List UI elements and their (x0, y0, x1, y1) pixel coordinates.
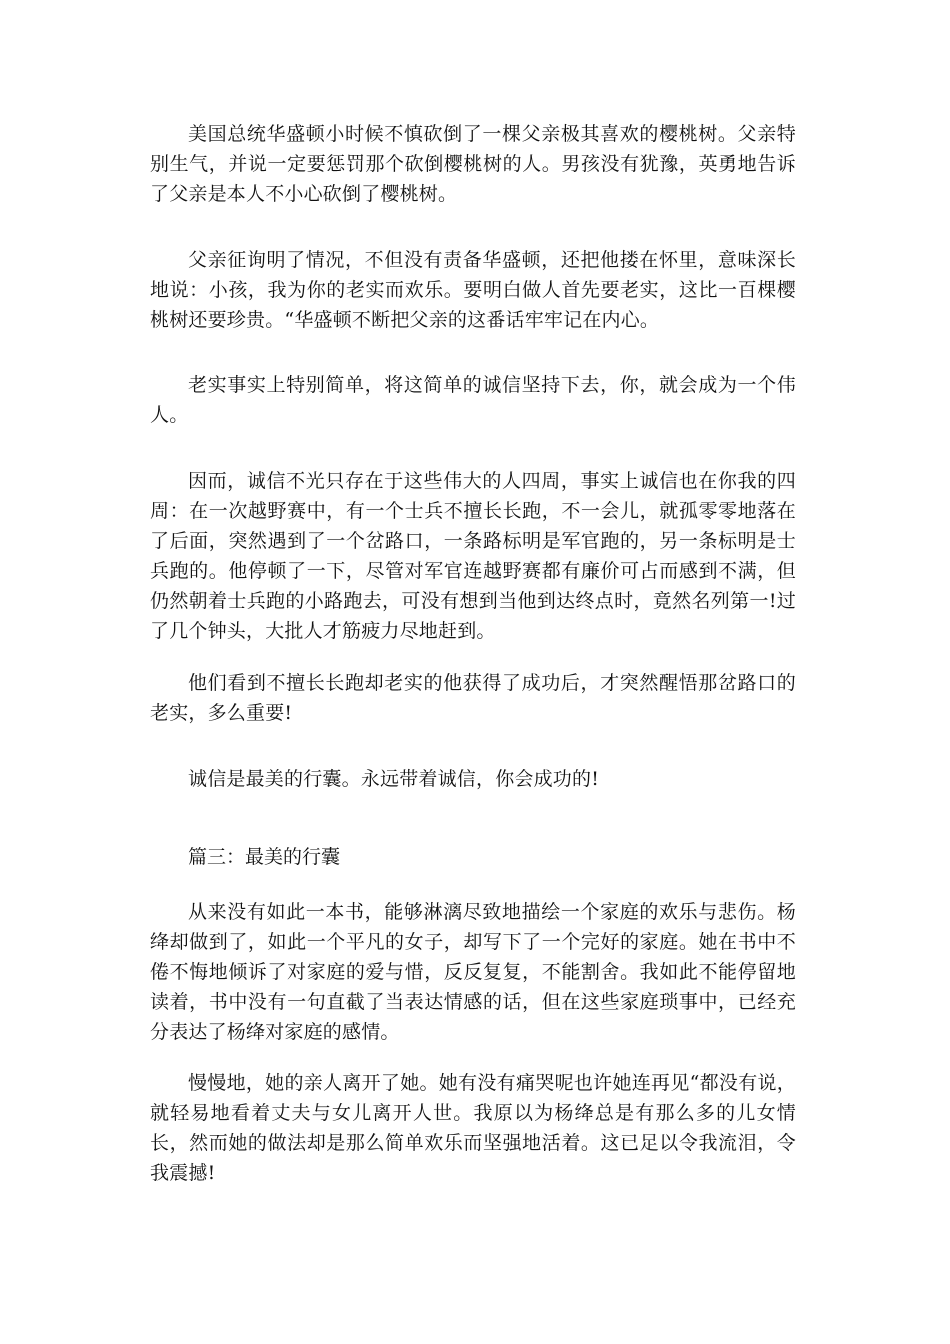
paragraph-honesty-simple: 老实事实上特别简单，将这简单的诚信坚持下去，你，就会成为一个伟人。 (150, 374, 796, 426)
paragraph-father-response: 父亲征询明了情况，不但没有责备华盛顿，还把他搂在怀里，意味深长地说：小孩，我为你的老实而欢乐。要明白做人首先要老实，这比一百棵樱桃树还要珍贵。“华盛顿不断把父亲的这番话牢牢记在内心。 (150, 249, 796, 331)
paragraph-cross-country-race: 因而，诚信不光只存在于这些伟大的人四周，事实上诚信也在你我的四周：在一次越野赛中，有一个士兵不擅长长跑，不一会儿，就孤零零地落在了后面，突然遇到了一个岔路口，一条路标明是军官跑的，另一条标明是士兵跑的。他停顿了一下，尽管对军官连越野赛都有廉价可占而感到不满，但仍然朝着士兵跑的小路跑去，可没有想到当他到达终点时，竟然名列第一!过了几个钟头，大批人才筋疲力尽地赶到。 (150, 470, 796, 642)
paragraph-realization: 他们看到不擅长长跑却老实的他获得了成功后，才突然醒悟那岔路口的老实，多么重要! (150, 672, 796, 724)
paragraph-yang-jiang-book: 从来没有如此一本书，能够淋漓尽致地描绘一个家庭的欢乐与悲伤。杨绛却做到了，如此一个平凡的女子，却写下了一个完好的家庭。她在书中不倦不悔地倾诉了对家庭的爱与惜，反反复复，不能割舍。我如此不能停留地读着，书中没有一句直截了当表达情感的话，但在这些家庭琐事中，已经充分表达了杨绛对家庭的感情。 (150, 901, 796, 1043)
section-title: 篇三：最美的行囊 (188, 846, 341, 868)
paragraph-best-luggage: 诚信是最美的行囊。永远带着诚信，你会成功的! (188, 768, 600, 790)
paragraph-cherry-tree: 美国总统华盛顿小时候不慎砍倒了一棵父亲极其喜欢的樱桃树。父亲特别生气，并说一定要惩罚那个砍倒樱桃树的人。男孩没有犹豫，英勇地告诉了父亲是本人不小心砍倒了樱桃树。 (150, 123, 796, 205)
paragraph-relatives-left: 慢慢地，她的亲人离开了她。她有没有痛哭呢也许她连再见“都没有说，就轻易地看着丈夫与女儿离开人世。我原以为杨绛总是有那么多的儿女情长，然而她的做法却是那么简单欢乐而坚强地活着。这已足以令我流泪，令我震撼! (150, 1072, 796, 1184)
